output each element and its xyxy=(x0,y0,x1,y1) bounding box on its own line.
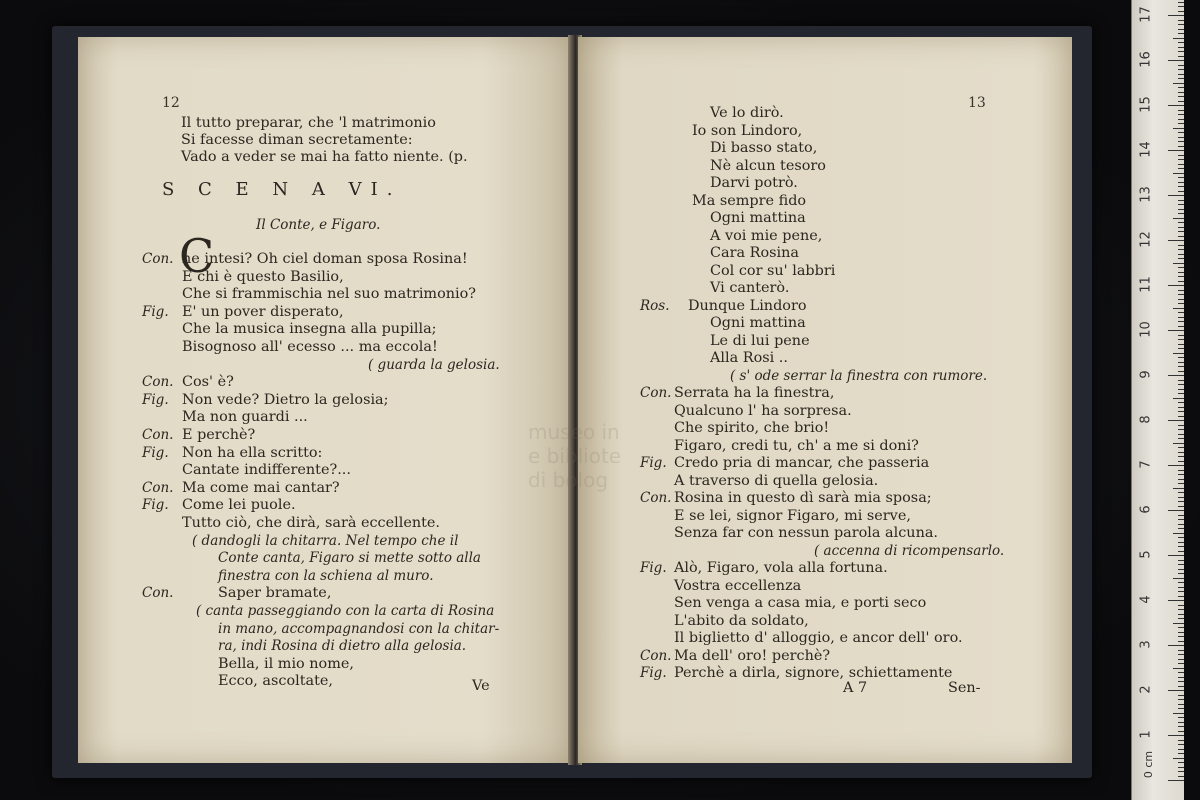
dialogue-line: Darvi potrò. xyxy=(710,175,798,191)
ruler-tick xyxy=(1178,168,1184,169)
ruler-tick xyxy=(1178,92,1184,93)
ruler-tick xyxy=(1178,326,1184,327)
ruler-tick xyxy=(1178,65,1184,66)
ruler-tick xyxy=(1178,303,1184,304)
ruler-tick xyxy=(1173,83,1184,84)
dialogue-line: Cos' è? xyxy=(182,374,234,391)
ruler-tick xyxy=(1178,371,1184,372)
ruler-tick xyxy=(1178,663,1184,664)
ruler-tick xyxy=(1178,609,1184,610)
ruler-tick xyxy=(1178,704,1184,705)
dialogue-line: Nè alcun tesoro xyxy=(710,157,826,174)
ruler-tick xyxy=(1178,213,1184,214)
dialogue-line: Ma non guardi ... xyxy=(182,409,308,426)
verse-line: Si facesse diman secretamente: xyxy=(181,132,413,148)
ruler-tick xyxy=(1178,114,1184,115)
ruler-tick xyxy=(1178,137,1184,138)
dialogue-line: Sen venga a casa mia, e porti seco xyxy=(674,595,927,611)
ruler-tick xyxy=(1178,596,1184,597)
ruler-number: 3 xyxy=(1138,640,1154,649)
dialogue-line: E se lei, signor Figaro, mi serve, xyxy=(674,507,911,524)
ruler-tick xyxy=(1178,587,1184,588)
signature-mark: A 7 xyxy=(843,680,868,696)
stage-direction: ( accenna di ricompensarlo. xyxy=(814,542,1005,559)
page-number: 12 xyxy=(162,95,180,111)
ruler-tick xyxy=(1178,227,1184,228)
ruler-tick xyxy=(1178,191,1184,192)
ruler-tick xyxy=(1178,110,1184,111)
ruler-tick xyxy=(1168,645,1184,646)
ruler-tick xyxy=(1178,537,1184,538)
ruler-tick xyxy=(1173,578,1184,579)
ruler-tick xyxy=(1178,33,1184,34)
ruler-tick xyxy=(1178,717,1184,718)
ruler-tick xyxy=(1178,245,1184,246)
dialogue-line: Di basso stato, xyxy=(710,140,818,156)
ruler-number: 17 xyxy=(1138,6,1154,23)
ruler-tick xyxy=(1173,308,1184,309)
ruler-tick xyxy=(1168,240,1184,241)
ruler-tick xyxy=(1178,573,1184,574)
ruler-tick xyxy=(1178,771,1184,772)
ruler-tick xyxy=(1178,141,1184,142)
dialogue-line: Come lei puole. xyxy=(182,497,296,514)
ruler-tick xyxy=(1173,623,1184,624)
ruler-tick xyxy=(1178,641,1184,642)
watermark-line: di bolog xyxy=(528,468,609,492)
speaker-label: Con. xyxy=(142,427,174,443)
dialogue-line: E' un pover disperato, xyxy=(182,303,344,320)
ruler-tick xyxy=(1178,357,1184,358)
ruler-tick xyxy=(1178,492,1184,493)
ruler-tick xyxy=(1178,24,1184,25)
verse-line: Il tutto preparar, che 'l matrimonio xyxy=(181,115,436,131)
ruler-tick xyxy=(1178,42,1184,43)
ruler-tick xyxy=(1178,51,1184,52)
ruler-tick xyxy=(1178,591,1184,592)
ruler-tick xyxy=(1178,767,1184,768)
dialogue-line: Alla Rosi .. xyxy=(710,350,788,366)
dialogue-line: Ogni mattina xyxy=(710,210,806,226)
ruler-tick xyxy=(1173,128,1184,129)
dialogue-line: Ecco, ascoltate, xyxy=(218,673,333,690)
ruler-tick xyxy=(1178,627,1184,628)
ruler-tick xyxy=(1178,78,1184,79)
ruler-tick xyxy=(1168,105,1184,106)
ruler-tick xyxy=(1173,443,1184,444)
ruler-tick xyxy=(1178,69,1184,70)
ruler-tick xyxy=(1178,695,1184,696)
ruler-tick xyxy=(1173,38,1184,39)
dialogue-line: Senza far con nessun parola alcuna. xyxy=(674,525,938,541)
ruler-tick xyxy=(1178,177,1184,178)
ruler-tick xyxy=(1178,222,1184,223)
ruler-tick xyxy=(1178,87,1184,88)
speaker-label: Con. xyxy=(142,585,174,602)
ruler-tick xyxy=(1178,380,1184,381)
ruler-tick xyxy=(1178,96,1184,97)
speaker-label: Con. xyxy=(640,490,672,506)
dialogue-line: Ma sempre fido xyxy=(692,192,807,209)
measurement-ruler xyxy=(1131,0,1184,800)
ruler-number: 15 xyxy=(1138,96,1154,113)
ruler-tick xyxy=(1178,123,1184,124)
dialogue-line: Col cor su' labbri xyxy=(710,262,836,279)
ruler-tick xyxy=(1178,2,1184,3)
dialogue-line: Dunque Lindoro xyxy=(688,297,807,314)
ruler-tick xyxy=(1178,74,1184,75)
ruler-tick xyxy=(1178,474,1184,475)
ruler-tick xyxy=(1178,186,1184,187)
ruler-tick xyxy=(1178,497,1184,498)
ruler-tick xyxy=(1173,263,1184,264)
ruler-number: 5 xyxy=(1138,550,1154,559)
ruler-tick xyxy=(1178,402,1184,403)
speaker-label: Con. xyxy=(640,385,672,401)
ruler-tick xyxy=(1178,632,1184,633)
ruler-tick xyxy=(1178,753,1184,754)
ruler-number: 16 xyxy=(1138,51,1154,68)
ruler-tick xyxy=(1178,506,1184,507)
ruler-tick xyxy=(1178,564,1184,565)
stage-direction: ( dandogli la chitarra. Nel tempo che il xyxy=(192,532,459,549)
ruler-tick xyxy=(1178,294,1184,295)
speaker-label: Fig. xyxy=(640,665,667,681)
dialogue-line: Vostra eccellenza xyxy=(674,577,802,594)
ruler-tick xyxy=(1178,182,1184,183)
dialogue-line: E chi è questo Basilio, xyxy=(182,268,344,285)
right-page xyxy=(578,37,1072,763)
ruler-tick xyxy=(1168,555,1184,556)
ruler-tick xyxy=(1178,276,1184,277)
ruler-tick xyxy=(1168,195,1184,196)
ruler-tick xyxy=(1178,209,1184,210)
ruler-tick xyxy=(1168,510,1184,511)
ruler-tick xyxy=(1178,335,1184,336)
ruler-tick xyxy=(1178,258,1184,259)
ruler-tick xyxy=(1173,398,1184,399)
ruler-tick xyxy=(1178,411,1184,412)
ruler-tick xyxy=(1178,425,1184,426)
speaker-label: Ros. xyxy=(640,297,670,314)
ruler-tick xyxy=(1178,569,1184,570)
ruler-tick xyxy=(1168,600,1184,601)
ruler-tick xyxy=(1178,299,1184,300)
ruler-tick xyxy=(1178,272,1184,273)
ruler-number: 8 xyxy=(1138,415,1154,424)
ruler-tick xyxy=(1178,551,1184,552)
ruler-tick xyxy=(1178,762,1184,763)
ruler-tick xyxy=(1178,132,1184,133)
dialogue-line: Cantate indifferente?... xyxy=(182,462,351,479)
ruler-tick xyxy=(1173,218,1184,219)
dialogue-line: Ve lo dirò. xyxy=(710,105,784,121)
ruler-tick xyxy=(1178,659,1184,660)
dialogue-line: Non vede? Dietro la gelosia; xyxy=(182,391,389,408)
dialogue-line: Le di lui pene xyxy=(710,332,810,349)
dialogue-line: Serrata ha la finestra, xyxy=(674,385,835,401)
ruler-tick xyxy=(1168,780,1184,781)
ruler-tick xyxy=(1178,515,1184,516)
dialogue-line: A traverso di quella gelosia. xyxy=(674,472,879,489)
stage-direction: ra, indi Rosina di dietro alla gelosia. xyxy=(218,638,467,655)
ruler-tick xyxy=(1178,672,1184,673)
speaker-label: Fig. xyxy=(640,560,667,576)
ruler-tick xyxy=(1178,321,1184,322)
ruler-tick xyxy=(1178,281,1184,282)
speaker-label: Fig. xyxy=(142,497,169,514)
speaker-label: Con. xyxy=(142,479,174,496)
dialogue-line: Bisognoso all' ecesso ... ma eccola! xyxy=(182,339,438,355)
dialogue-line: Ma come mai cantar? xyxy=(182,479,340,496)
ruler-tick xyxy=(1178,155,1184,156)
ruler-tick xyxy=(1178,447,1184,448)
ruler-tick xyxy=(1178,146,1184,147)
left-page xyxy=(78,37,572,763)
ruler-tick xyxy=(1168,330,1184,331)
dialogue-line: Saper bramate, xyxy=(218,585,332,602)
ruler-number: 1 xyxy=(1138,730,1154,739)
speaker-label: Fig. xyxy=(142,303,169,320)
ruler-tick xyxy=(1178,344,1184,345)
dialogue-line: A voi mie pene, xyxy=(710,227,823,244)
ruler-tick xyxy=(1178,236,1184,237)
dialogue-line: Ogni mattina xyxy=(710,315,806,331)
ruler-tick xyxy=(1178,119,1184,120)
dialogue-line: Che si frammischia nel suo matrimonio? xyxy=(182,286,476,303)
ruler-number: 2 xyxy=(1138,685,1154,694)
page-number: 13 xyxy=(968,95,986,111)
dialogue-line: Non ha ella scritto: xyxy=(182,444,323,461)
ruler-tick xyxy=(1178,204,1184,205)
dialogue-line: Che spirito, che brio! xyxy=(674,420,830,436)
ruler-tick xyxy=(1178,159,1184,160)
ruler-tick xyxy=(1178,20,1184,21)
ruler-tick xyxy=(1178,731,1184,732)
ruler-number: 13 xyxy=(1138,186,1154,203)
speaker-label: Con. xyxy=(142,251,174,267)
ruler-tick xyxy=(1178,528,1184,529)
ruler-tick xyxy=(1168,60,1184,61)
ruler-tick xyxy=(1178,407,1184,408)
ruler-tick xyxy=(1178,560,1184,561)
ruler-tick xyxy=(1178,699,1184,700)
ruler-tick xyxy=(1178,11,1184,12)
stage-direction: Conte canta, Figaro si mette sotto alla xyxy=(218,550,481,567)
dialogue-line: Il biglietto d' alloggio, e ancor dell' oro. xyxy=(674,630,963,646)
ruler-tick xyxy=(1178,681,1184,682)
ruler-tick xyxy=(1178,348,1184,349)
ruler-number: 6 xyxy=(1138,505,1154,514)
catchword: Ve xyxy=(472,678,490,694)
ruler-number: 4 xyxy=(1138,595,1154,604)
speaker-label: Fig. xyxy=(142,444,169,461)
ruler-tick xyxy=(1178,384,1184,385)
ruler-tick xyxy=(1178,6,1184,7)
dialogue-line: he intesi? Oh ciel doman sposa Rosina! xyxy=(182,251,468,267)
dialogue-line: Figaro, credi tu, ch' a me si doni? xyxy=(674,437,919,454)
ruler-tick xyxy=(1168,150,1184,151)
scene-characters: Il Conte, e Figaro. xyxy=(256,217,381,233)
ruler-tick xyxy=(1168,690,1184,691)
ruler-tick xyxy=(1178,429,1184,430)
stage-direction: finestra con la schiena al muro. xyxy=(218,567,434,584)
ruler-tick xyxy=(1173,713,1184,714)
ruler-tick xyxy=(1178,501,1184,502)
ruler-tick xyxy=(1178,29,1184,30)
ruler-tick xyxy=(1178,200,1184,201)
drop-cap: C xyxy=(179,229,215,283)
ruler-number: 9 xyxy=(1138,370,1154,379)
ruler-tick xyxy=(1178,312,1184,313)
ruler-tick xyxy=(1178,636,1184,637)
ruler-tick xyxy=(1178,740,1184,741)
ruler-tick xyxy=(1178,366,1184,367)
ruler-number: 14 xyxy=(1138,141,1154,158)
dialogue-line: Vi canterò. xyxy=(710,280,790,296)
speaker-label: Con. xyxy=(142,374,174,391)
stage-direction: ( canta passeggiando con la carta di Rosina xyxy=(196,603,495,619)
ruler-tick xyxy=(1178,708,1184,709)
stage-direction: ( s' ode serrar la finestra con rumore. xyxy=(730,367,988,384)
dialogue-line: Cara Rosina xyxy=(710,245,799,261)
ruler-tick xyxy=(1178,726,1184,727)
ruler-tick xyxy=(1178,389,1184,390)
ruler-number: 7 xyxy=(1138,460,1154,469)
ruler-number: 11 xyxy=(1138,276,1154,293)
ruler-tick xyxy=(1178,254,1184,255)
watermark-line: museo in xyxy=(528,420,620,444)
ruler-tick xyxy=(1178,56,1184,57)
dialogue-line: E perchè? xyxy=(182,427,256,443)
ruler-tick xyxy=(1178,290,1184,291)
ruler-tick xyxy=(1168,735,1184,736)
ruler-tick xyxy=(1178,416,1184,417)
ruler-tick xyxy=(1173,353,1184,354)
watermark-line: e bibliote xyxy=(528,444,622,468)
ruler-tick xyxy=(1178,722,1184,723)
ruler-tick xyxy=(1178,582,1184,583)
ruler-tick xyxy=(1178,339,1184,340)
ruler-tick xyxy=(1178,164,1184,165)
ruler-tick xyxy=(1173,173,1184,174)
ruler-tick xyxy=(1178,317,1184,318)
ruler-tick xyxy=(1178,618,1184,619)
ruler-tick xyxy=(1178,456,1184,457)
ruler-tick xyxy=(1178,461,1184,462)
ruler-tick xyxy=(1178,546,1184,547)
ruler-tick xyxy=(1178,677,1184,678)
ruler-tick xyxy=(1178,362,1184,363)
ruler-tick xyxy=(1168,285,1184,286)
speaker-label: Fig. xyxy=(640,455,667,471)
ruler-tick xyxy=(1178,47,1184,48)
dialogue-line: Qualcuno l' ha sorpresa. xyxy=(674,402,852,419)
stage-direction: in mano, accompagnandosi con la chitar- xyxy=(218,620,500,637)
speaker-label: Fig. xyxy=(142,391,169,408)
ruler-number: 10 xyxy=(1138,321,1154,338)
ruler-tick xyxy=(1178,101,1184,102)
speaker-label: Con. xyxy=(640,647,672,664)
dialogue-line: Tutto ciò, che dirà, sarà eccellente. xyxy=(182,515,440,531)
ruler-tick xyxy=(1178,744,1184,745)
ruler-tick xyxy=(1173,758,1184,759)
ruler-tick xyxy=(1178,434,1184,435)
dialogue-line: Alò, Figaro, vola alla fortuna. xyxy=(674,560,888,576)
dialogue-line: Che la musica insegna alla pupilla; xyxy=(182,321,437,338)
stage-direction: ( guarda la gelosia. xyxy=(368,356,500,373)
ruler-tick xyxy=(1178,452,1184,453)
ruler-tick xyxy=(1178,749,1184,750)
dialogue-line: Credo pria di mancar, che passeria xyxy=(674,455,930,471)
ruler-tick xyxy=(1178,686,1184,687)
dialogue-line: Bella, il mio nome, xyxy=(218,655,354,672)
dialogue-line: Rosina in questo dì sarà mia sposa; xyxy=(674,490,932,506)
dialogue-line: Io son Lindoro, xyxy=(692,122,803,139)
dialogue-line: Perchè a dirla, signore, schiettamente xyxy=(674,665,953,681)
ruler-tick xyxy=(1178,654,1184,655)
ruler-tick xyxy=(1178,614,1184,615)
ruler-tick xyxy=(1173,668,1184,669)
ruler-tick xyxy=(1178,650,1184,651)
ruler-tick xyxy=(1168,375,1184,376)
ruler-tick xyxy=(1178,519,1184,520)
ruler-tick xyxy=(1178,542,1184,543)
ruler-tick xyxy=(1178,776,1184,777)
ruler-tick xyxy=(1178,267,1184,268)
ruler-tick xyxy=(1178,438,1184,439)
ruler-tick xyxy=(1178,524,1184,525)
ruler-tick xyxy=(1173,533,1184,534)
catchword: Sen- xyxy=(948,680,981,696)
ruler-tick xyxy=(1178,479,1184,480)
ruler-tick xyxy=(1178,605,1184,606)
scene-title: S C E N A VI. xyxy=(162,179,402,200)
ruler-tick xyxy=(1178,249,1184,250)
ruler-tick xyxy=(1178,231,1184,232)
museum-watermark xyxy=(528,420,658,520)
ruler-unit-label: 0 cm xyxy=(1142,750,1156,779)
ruler-tick xyxy=(1173,488,1184,489)
dialogue-line: L'abito da soldato, xyxy=(674,612,809,629)
verse-line: Vado a veder se mai ha fatto niente. (p. xyxy=(181,149,468,165)
ruler-tick xyxy=(1168,420,1184,421)
ruler-tick xyxy=(1178,470,1184,471)
ruler-number: 12 xyxy=(1138,231,1154,248)
dialogue-line: Ma dell' oro! perchè? xyxy=(674,647,831,664)
ruler-tick xyxy=(1178,483,1184,484)
ruler-tick xyxy=(1168,15,1184,16)
ruler-tick xyxy=(1178,393,1184,394)
ruler-tick xyxy=(1168,465,1184,466)
